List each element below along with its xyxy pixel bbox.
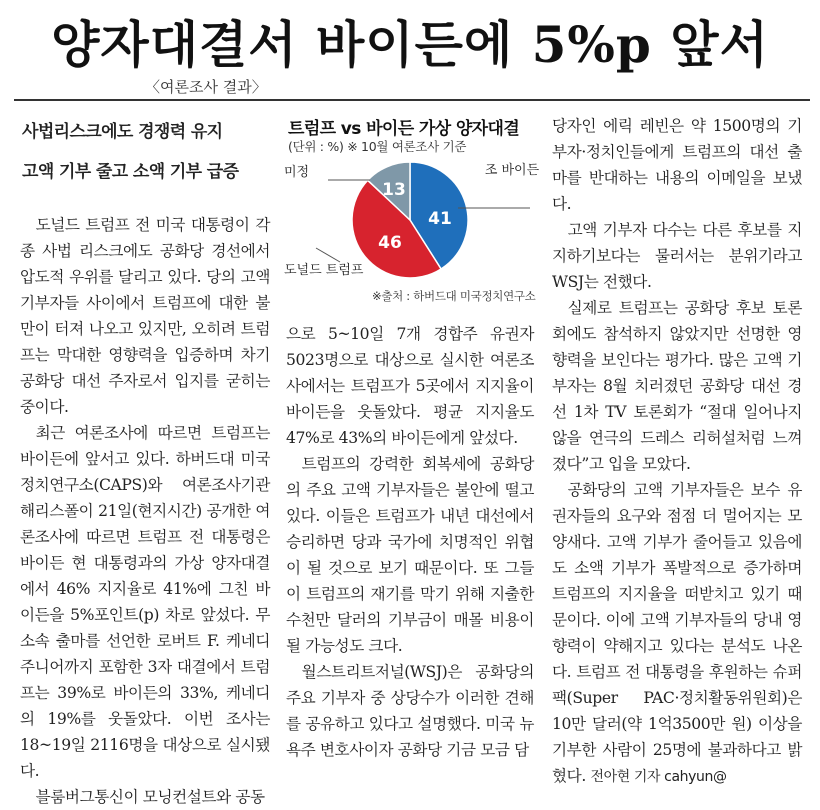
subtitle-1: 사법리스크에도 경쟁력 유지 [22,122,223,142]
paragraph-text: 공화당의 고액 기부자들은 보수 유권자들의 요구와 점점 더 멀어지는 모양새다. 고액 기부가 줄어들고 있음에도 소액 기부가 폭발적으로 증가하며 트럼프의 지지율을 떠받치고 있기 때문이다. 이에 고액 기부자들의 당내 영향력이 약해지고 있다는 분석도 나온다. 트럼프 전 대통령을 후원하는 슈퍼팩(Super PAC·정치활동위원회)은 10만 달러(약 1억3500만 원) 이상을 기부한 사람이 25명에 불과하다고 밝혔다. [552,481,802,785]
paragraph: 최근 여론조사에 따르면 트럼프는 바이든에 앞서고 있다. 하버드대 미국정치연구소(CAPS)와 여론조사기관 해리스폴이 21일(현지시간) 공개한 여론조사에 따르면 트럼프 전 대통령은 바이든 현 대통령과의 가상 양자대결에서 46% 지지율로 41%에 그친 바이든을 5%포인트(p) 차로 앞섰다. 무소속 출마를 선언한 로버트 F. 케네디 주니어까지 포함한 3자 대결에서 트럼프는 39%로 바이든의 33%, 케네디의 19%를 웃돌았다. 이번 조사는 18~19일 2116명을 대상으로 실시됐다. [20,424,270,780]
headline: 양자대결서 바이든에 5%p 앞서 [51,15,769,74]
top-rule [14,99,810,101]
legend-label-undecided: 미정 [284,165,310,180]
paragraph: 트럼프의 강력한 회복세에 공화당의 주요 고액 기부자들은 불안에 떨고 있다. 이들은 트럼프가 내년 대선에서 승리하면 당과 국가에 치명적인 위협이 될 것으로 보기 때문이다. 또 그들이 트럼프의 재기를 막기 위해 지출한 수천만 달러의 기부금이 매몰 비용이 될 가능성도 크다. [286,455,534,655]
chart-title: 트럼프 vs 바이든 가상 양자대결 [288,119,520,139]
value-label-undecided: 13 [382,180,406,200]
chart-unit: (단위 : %) ※ 10월 여론조사 기준 [288,139,467,154]
article-column-1 [20,212,270,810]
subtitles [22,112,272,192]
paragraph: 도널드 트럼프 전 미국 대통령이 각종 사법 리스크에도 공화당 경선에서 압도적 우위를 달리고 있다. 당의 고액 기부자들 사이에서 트럼프에 대한 불만이 터져 나오고 있지만, 오히려 트럼프는 막대한 영향력을 입증하며 차기 공화당 대선 주자로서 입지를 굳히는 중이다. [20,216,270,416]
legend-label-biden: 조 바이든 [484,163,540,178]
paragraph: 당자인 에릭 레빈은 약 1500명의 기부자·정치인들에게 트럼프의 대선 출마를 반대하는 내용의 이메일을 보냈다. [552,117,802,213]
chart-source: ※출처 : 하버드대 미국정치연구소 [372,289,536,303]
article-column-3 [552,113,802,790]
paragraph: 으로 5~10일 7개 경합주 유권자 5023명으로 대상으로 실시한 여론조사에서는 트럼프가 5곳에서 지지율이 바이든을 웃돌았다. 평균 지지율도 47%로 43%의 바이든에게 앞섰다. [286,325,534,447]
value-label-trump: 46 [378,233,402,253]
value-label-biden: 41 [428,209,452,229]
paragraph: 월스트리트저널(WSJ)은 공화당의 주요 기부자 중 상당수가 이러한 견해를 공유하고 있다고 설명했다. 미국 뉴욕주 변호사이자 공화당 기금 모금 담 [286,663,534,759]
paragraph: 고액 기부자 다수는 다른 후보를 지지하기보다는 물러서는 분위기라고 WSJ는 전했다. [552,221,802,291]
subtitle-2: 고액 기부 줄고 소액 기부 급증 [22,162,239,182]
legend-label-trump: 도널드 트럼프 [284,263,364,278]
byline: 전아현 기자 cahyun@ [590,769,727,785]
article-column-2 [286,321,534,763]
pie-chart [280,150,540,290]
paragraph [552,477,802,790]
subhead: 〈여론조사 결과〉 [145,78,267,96]
paragraph: 실제로 트럼프는 공화당 후보 토론회에도 참석하지 않았지만 선명한 영향력을 보인다는 평가다. 많은 고액 기부자는 8월 치러졌던 공화당 대선 경선 1차 TV 토론회가 “절대 일어나지 않을 연극의 드레스 리허설처럼 느껴졌다”고 입을 모았다. [552,299,802,473]
paragraph: 블룸버그통신이 모닝컨설트와 공동 [35,788,265,806]
leader-line-trump [316,248,340,262]
